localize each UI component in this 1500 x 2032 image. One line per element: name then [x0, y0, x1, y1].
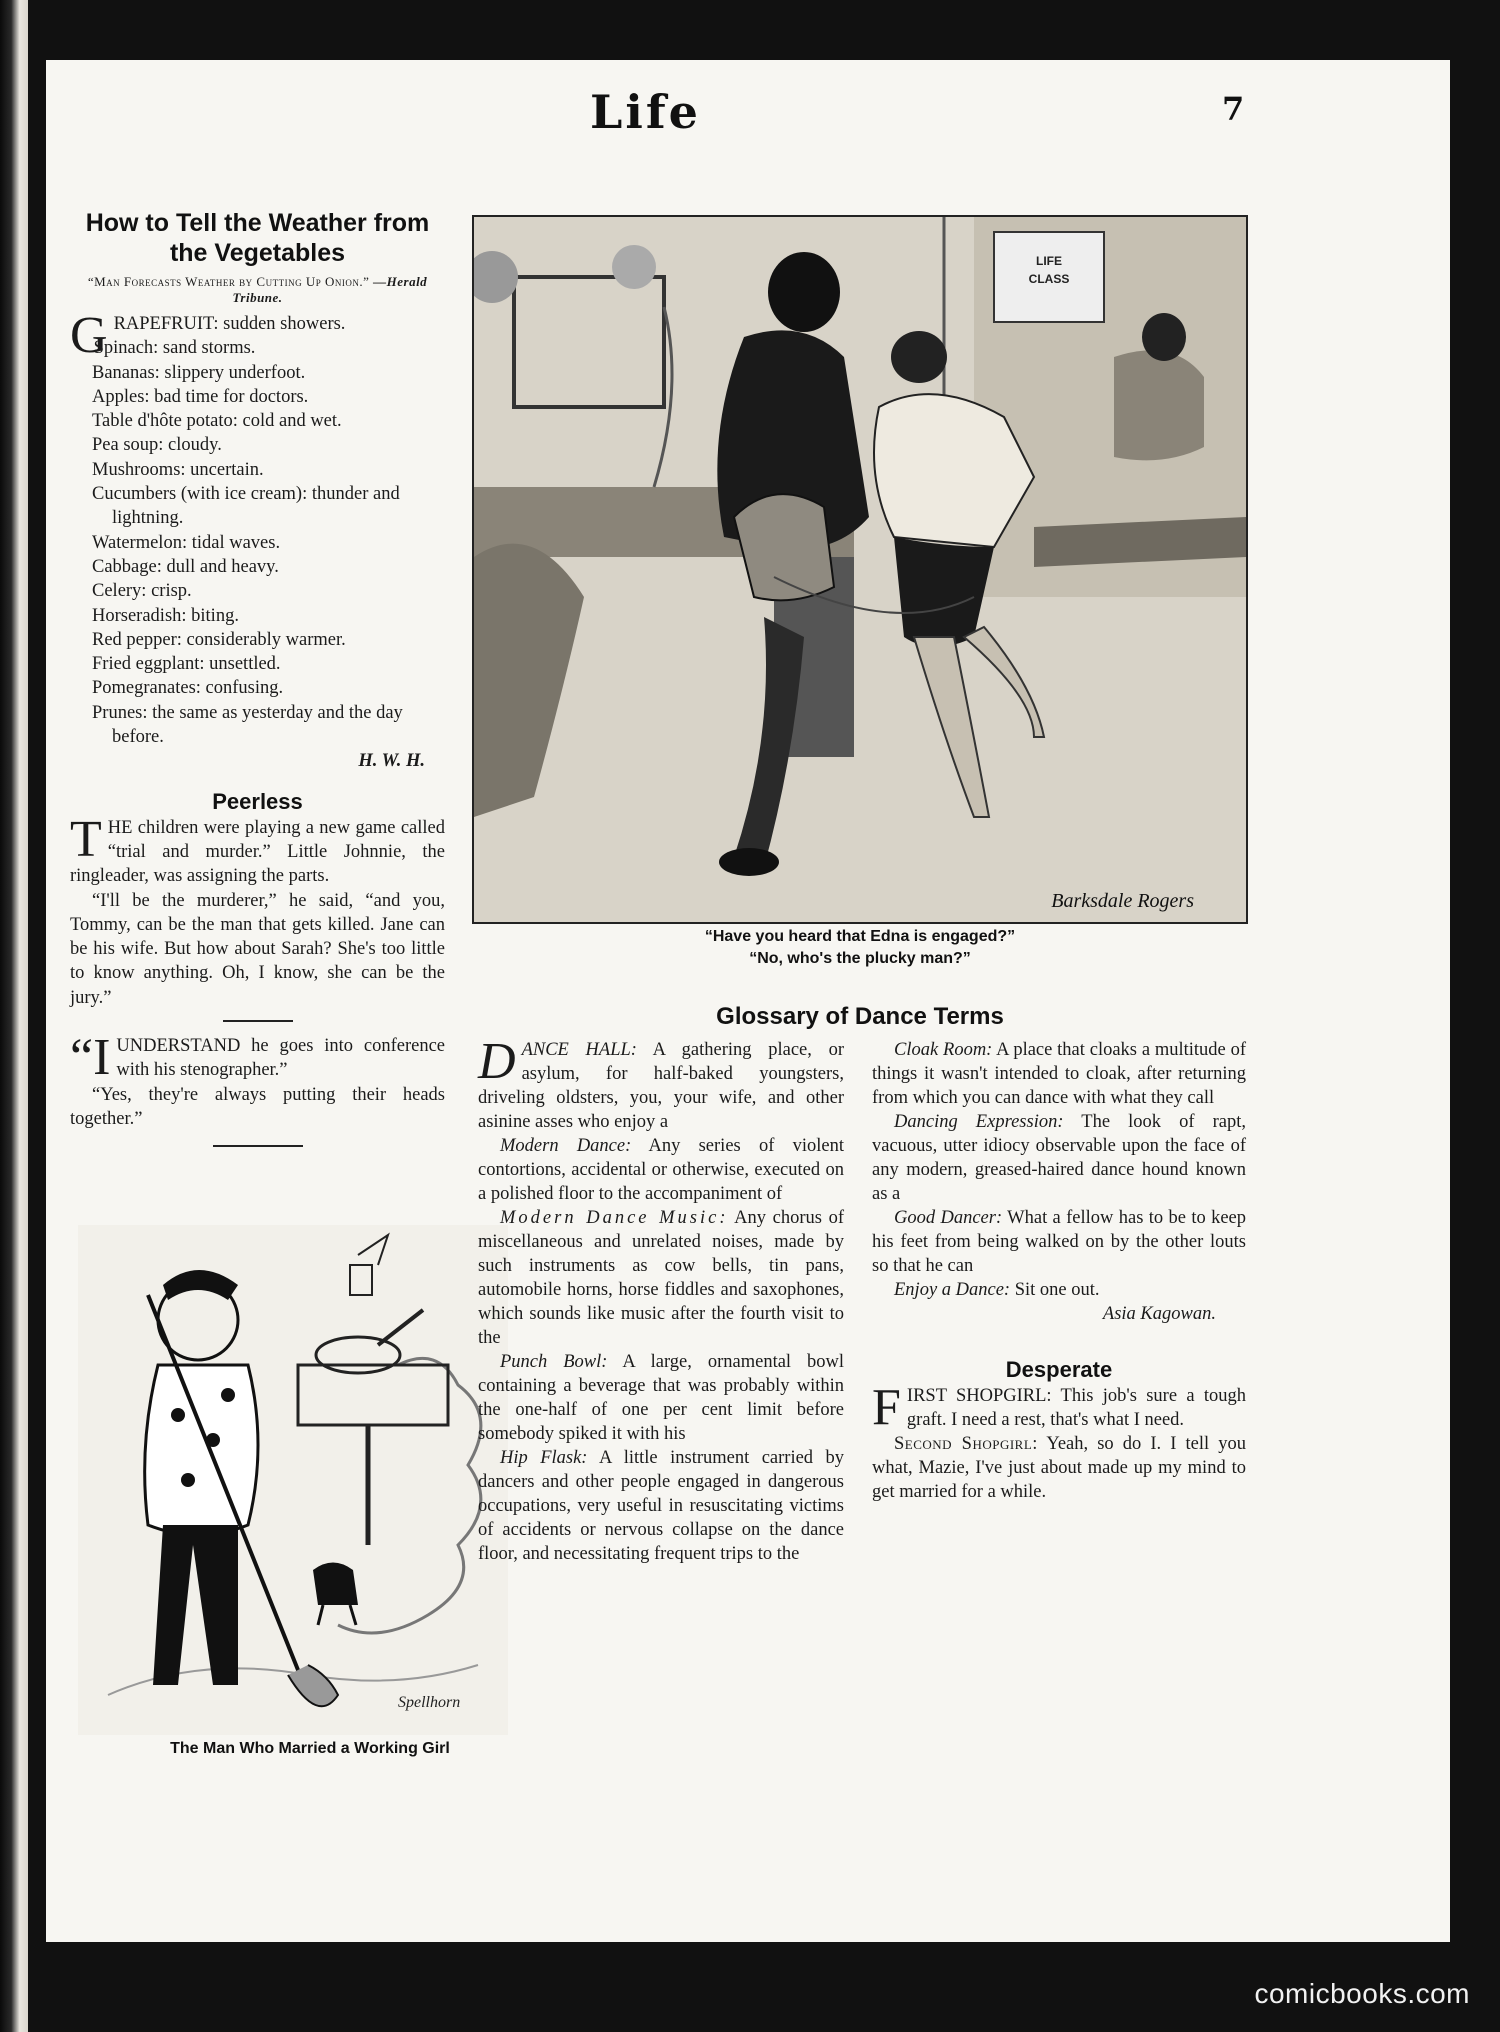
expression-entry: [872, 1110, 1246, 1206]
weather-first-text: RAPEFRUIT: sudden showers.: [113, 314, 346, 334]
peerless-headline: Peerless: [212, 788, 303, 814]
flask-term: Hip Flask:: [500, 1448, 588, 1468]
weather-list-item: Horseradish: biting.: [92, 605, 239, 626]
section-rule: [213, 1145, 303, 1147]
dance-hall-term: ANCE HALL:: [521, 1040, 637, 1060]
weather-list-item: Apples: bad time for doctors.: [92, 386, 309, 407]
peerless-para-2: “I'll be the murderer,” he said, “and you, Tommy, can be the man that gets killed. Jane can be his wife. But how about Sarah? She's too little to know anything. Oh, I know, she can be the jury.”: [70, 890, 445, 1008]
music-text: Any chorus of miscellaneous and unrelated noises, made by such instruments as cow bells, tin pans, automobile horns, horse fiddles and saxophones, which sounds like music after the fourth visit to the: [478, 1208, 845, 1348]
weather-list-item: Pea soup: cloudy.: [92, 435, 222, 456]
enjoy-term: Enjoy a Dance:: [894, 1280, 1011, 1300]
good-dancer-term: Good Dancer:: [894, 1208, 1003, 1228]
glossary-column-2: [872, 1038, 1246, 1504]
weather-list-item: Cucumbers (with ice cream): thunder and lightning.: [92, 484, 400, 529]
glossary-signature: Asia Kagowan.: [1102, 1304, 1216, 1324]
peerless-dropcap: T: [70, 810, 102, 868]
weather-list-item: Watermelon: tidal waves.: [92, 532, 281, 553]
conference-open-quote: “: [70, 1029, 94, 1087]
weather-source-quote: “Man Forecasts Weather by Cutting Up Onion.”: [87, 274, 370, 289]
cartoon-life-class-drawing: [474, 217, 1246, 922]
cartoon-life-class-signature: Barksdale Rogers: [1051, 890, 1194, 912]
cloak-entry: [872, 1038, 1246, 1110]
weather-source: [70, 274, 445, 306]
flask-text: A little instrument carried by dancers and other people engaged in dangerous occupations, very useful in resuscitating victims of accidents or nervous collapse on the dance floor, and necessitating frequent trips to the: [478, 1448, 845, 1564]
conference-para-2: “Yes, they're always putting their heads together.”: [70, 1084, 445, 1129]
page-number: 7: [1222, 90, 1245, 128]
weather-list: [92, 336, 445, 749]
weather-dropcap: G: [70, 307, 108, 364]
flask-entry: [478, 1446, 844, 1566]
weather-list-item: Prunes: the same as yesterday and the day before.: [92, 702, 403, 748]
enjoy-text: Sit one out.: [1014, 1280, 1100, 1300]
enjoy-entry: [872, 1278, 1246, 1302]
conference-dropcap-letter: I: [93, 1029, 111, 1087]
caption-line-1: “Have you heard that Edna is engaged?”: [704, 928, 1016, 945]
desperate-line-2: Yeah, so do I. I tell you what, Mazie, I've just about made up my mind to get married for a while.: [872, 1434, 1246, 1502]
weather-list-item: Fried eggplant: unsettled.: [92, 654, 281, 675]
cartoon-life-class: [472, 215, 1248, 924]
desperate-dropcap: F: [872, 1379, 901, 1436]
caption-line-2: “No, who's the plucky man?”: [749, 950, 971, 967]
good-dancer-entry: [872, 1206, 1246, 1278]
dance-hall-entry: [478, 1033, 845, 1134]
dance-hall-text: A gathering place, or asylum, for half-baked youngsters, driveling oldsters, you, your wife, and other asinine asses who enjoy a: [478, 1040, 845, 1132]
desperate-line-1: This job's sure a tough graft. I need a rest, that's what I need.: [906, 1386, 1246, 1430]
expression-term: Dancing Expression:: [894, 1112, 1064, 1132]
glossary-column-1: [478, 1033, 845, 1566]
cartoon-life-class-caption: [560, 926, 1160, 970]
good-dancer-text: What a fellow has to be to keep his feet from being walked on by the other louts so that he can: [872, 1208, 1246, 1276]
desperate-speaker-1: IRST SHOPGIRL:: [906, 1386, 1052, 1406]
peerless-para-1-text: HE children were playing a new game called “trial and murder.” Little Johnnie, the ringleader, was assigning the parts.: [70, 817, 445, 887]
punch-entry: [478, 1350, 844, 1446]
weather-list-item: Cabbage: dull and heavy.: [92, 556, 279, 577]
weather-list-item: Celery: crisp.: [92, 581, 192, 602]
peerless-para-1: [70, 810, 445, 889]
weather-list-item: Pomegranates: confusing.: [92, 678, 284, 699]
glossary-headline: Glossary of Dance Terms: [716, 1003, 1004, 1030]
desperate-para-2: [872, 1432, 1246, 1504]
weather-signature: H. W. H.: [358, 751, 425, 772]
weather-headline: How to Tell the Weather from the Vegetables: [85, 209, 430, 267]
cartoon-working-girl-caption: The Man Who Married a Working Girl: [170, 1740, 450, 1757]
conference-dropcap: [70, 1029, 111, 1087]
weather-list-item: Table d'hôte potato: cold and wet.: [92, 411, 342, 432]
cloak-text: A place that cloaks a multitude of things it wasn't intended to cloak, after returning from which you can dance with what they call: [872, 1040, 1246, 1108]
music-term: Modern Dance Music:: [500, 1208, 729, 1228]
desperate-headline: Desperate: [1005, 1357, 1113, 1382]
svg-text:LIFE: LIFE: [1036, 254, 1062, 268]
weather-list-item: Bananas: slippery underfoot.: [92, 362, 306, 383]
conference-para-1: [70, 1029, 445, 1087]
glossary-dropcap: D: [478, 1033, 516, 1090]
cloak-term: Cloak Room:: [894, 1040, 993, 1060]
weather-list-item: Red pepper: considerably warmer.: [92, 629, 346, 650]
conference-para-1-text: UNDERSTAND he goes into conference with his stenographer.”: [116, 1036, 445, 1081]
weather-list-item: Spinach: sand storms.: [93, 338, 256, 359]
masthead: Life: [590, 85, 701, 139]
expression-text: The look of rapt, vacuous, utter idiocy observable upon the face of any modern, greased-haired dance hound known as a: [872, 1112, 1246, 1204]
adjacent-page-edge: [0, 0, 28, 2032]
cartoon-working-girl-signature: Spellhorn: [398, 1694, 461, 1711]
desperate-speaker-2: Second Shopgirl:: [894, 1434, 1038, 1454]
punch-text: A large, ornamental bowl containing a beverage that was probably within the one-half of one per cent limit before somebody spiked it with his: [478, 1352, 845, 1444]
weather-list-item: Mushrooms: uncertain.: [92, 459, 264, 480]
modern-dance-term: Modern Dance:: [500, 1136, 632, 1156]
weather-source-paper: —Herald Tribune.: [232, 274, 428, 305]
left-column: [70, 208, 445, 1157]
section-rule: [223, 1020, 293, 1022]
music-entry: [478, 1206, 844, 1350]
cartoon-working-girl-drawing: [78, 1225, 508, 1735]
watermark: comicbooks.com: [1254, 1978, 1470, 2009]
modern-dance-entry: [478, 1134, 844, 1206]
svg-text:CLASS: CLASS: [1028, 272, 1070, 286]
desperate-para-1: [872, 1379, 1246, 1436]
modern-dance-text: Any series of violent contortions, accidental or otherwise, executed on a polished floor to the accompaniment of: [478, 1136, 845, 1204]
punch-term: Punch Bowl:: [500, 1352, 608, 1372]
cartoon-working-girl: [78, 1225, 508, 1735]
